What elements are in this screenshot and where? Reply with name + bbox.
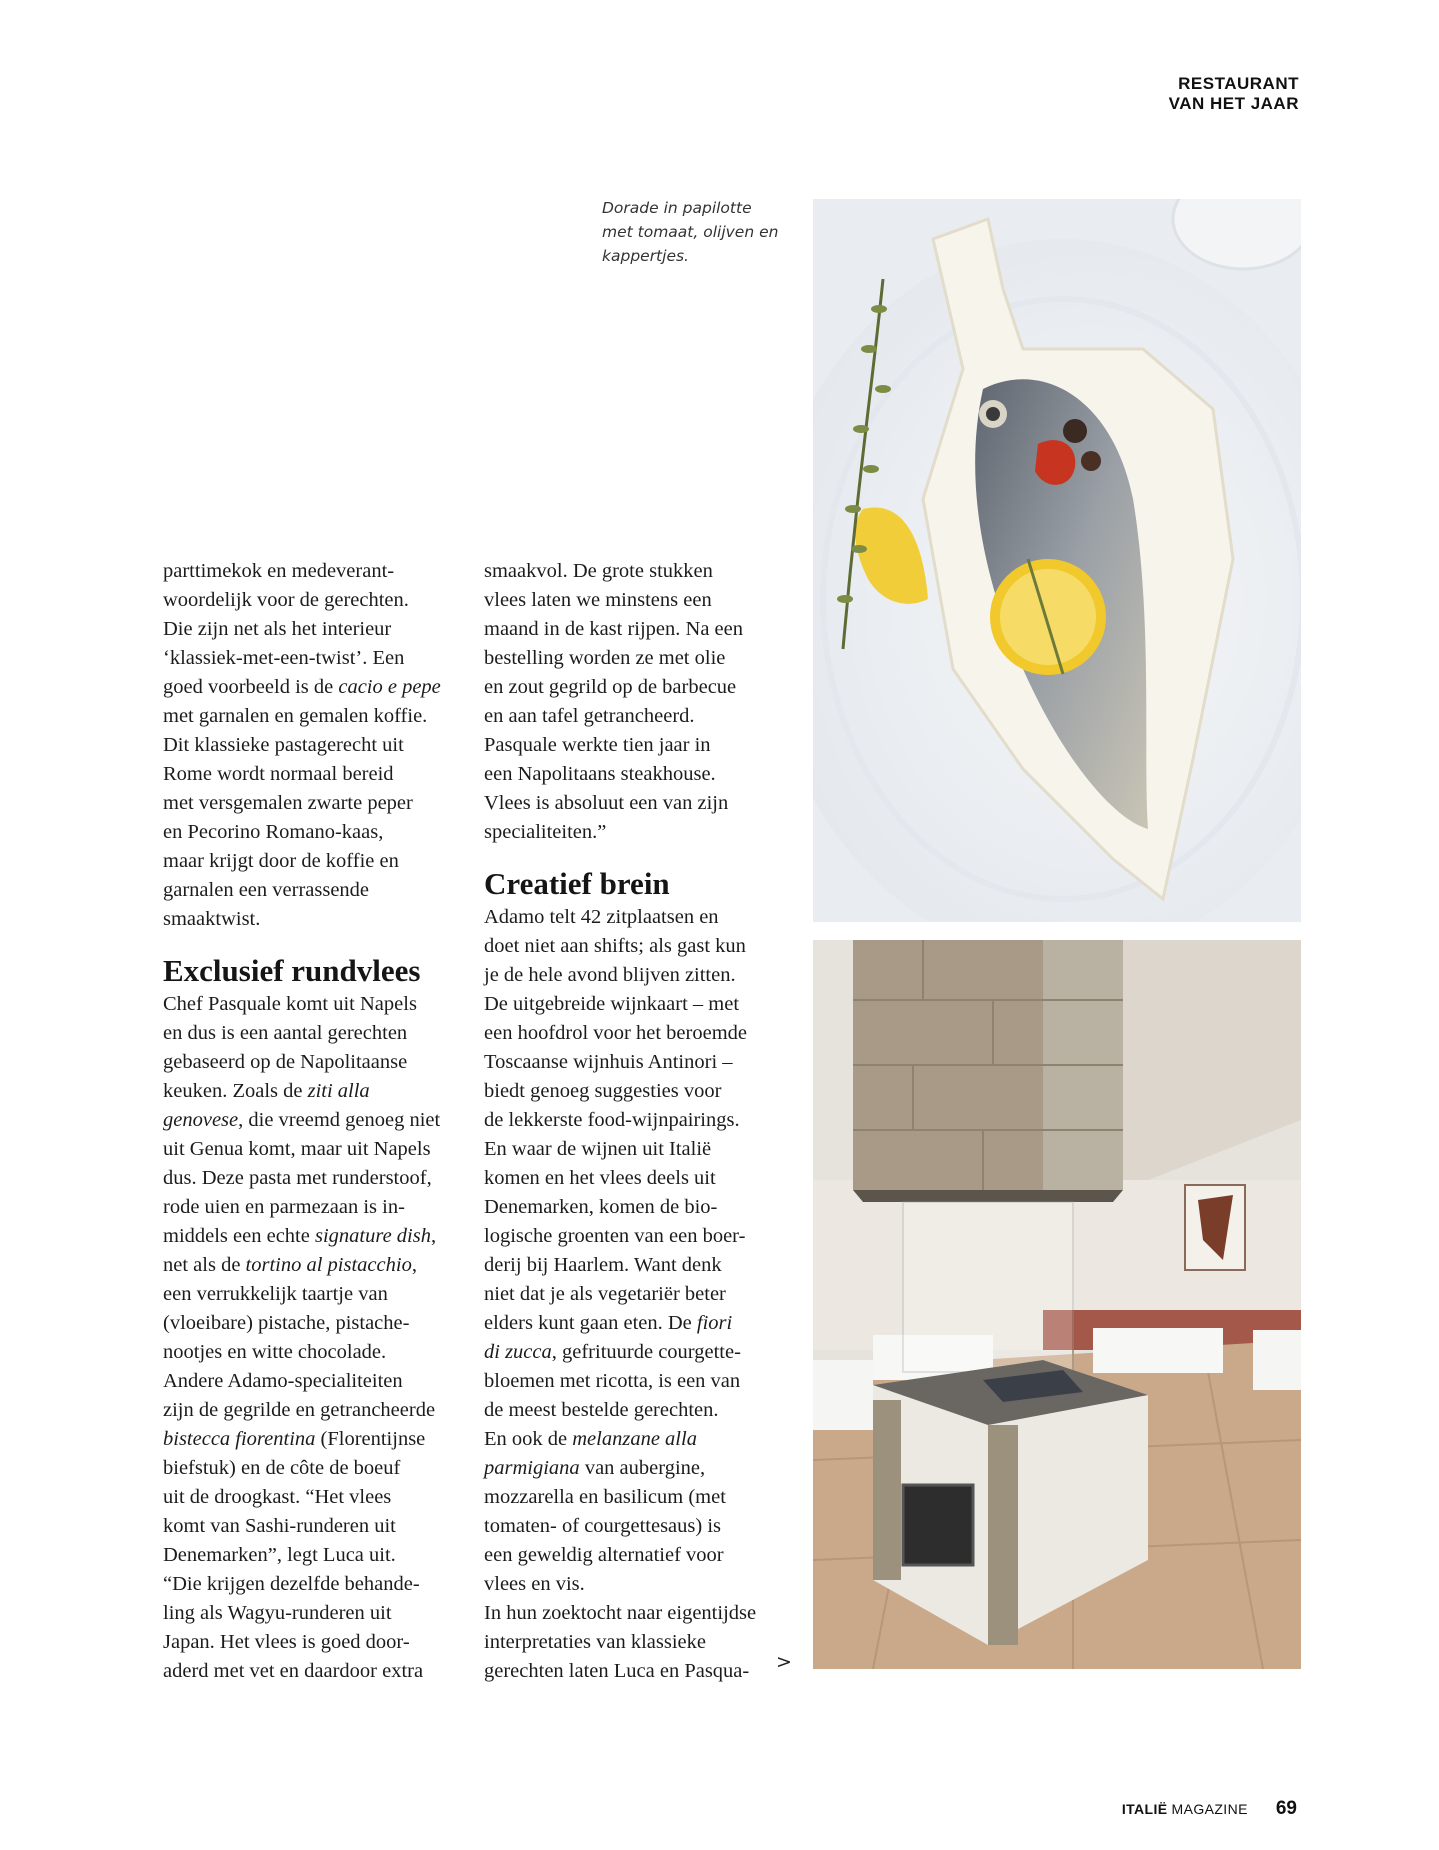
caption-line: met tomaat, olijven en <box>602 223 779 241</box>
text-line: middels een echte signature dish, <box>163 1225 437 1247</box>
page-number: 69 <box>1275 1798 1297 1819</box>
text-line: komen en het vlees deels uit <box>484 1167 716 1189</box>
paragraph <box>163 557 463 934</box>
text-line: biefstuk) en de côte de boeuf <box>163 1457 401 1479</box>
text-line: rode uien en parmezaan is in- <box>163 1196 405 1218</box>
continue-arrow-icon: > <box>776 1651 792 1673</box>
article-column-2 <box>484 557 784 1686</box>
text-line: En waar de wijnen uit Italië <box>484 1138 712 1160</box>
text-line: keuken. Zoals de ziti alla <box>163 1080 370 1102</box>
text-line: een geweldig alternatief voor <box>484 1544 724 1566</box>
caption-line: Dorade in papilotte <box>602 199 752 217</box>
text-line: met garnalen en gemalen koffie. <box>163 705 428 727</box>
text-line: uit Genua komt, maar uit Napels <box>163 1138 431 1160</box>
text-line: de meest bestelde gerechten. <box>484 1399 719 1421</box>
text-line: Die zijn net als het interieur <box>163 618 392 640</box>
paragraph <box>484 557 784 847</box>
text-line: een Napolitaans steakhouse. <box>484 763 716 785</box>
text-line: Dit klassieke pastagerecht uit <box>163 734 404 756</box>
text-line: biedt genoeg suggesties voor <box>484 1080 722 1102</box>
italic-term: fiori <box>696 1312 733 1334</box>
text-line: En ook de melanzane alla <box>484 1428 697 1450</box>
text-line: Denemarken, komen de bio- <box>484 1196 718 1218</box>
text-line: smaakvol. De grote stukken <box>484 560 713 582</box>
text-line: Chef Pasquale komt uit Napels <box>163 993 417 1015</box>
text-line: net als de tortino al pistacchio, <box>163 1254 417 1276</box>
section-header <box>1169 74 1299 114</box>
subheading-exclusief-rundvlees: Exclusief rundvlees <box>163 953 421 988</box>
text-line: Adamo telt 42 zitplaatsen en <box>484 906 719 928</box>
paragraph <box>484 903 784 1686</box>
subheading-creatief-brein: Creatief brein <box>484 866 670 901</box>
text-line: parmigiana van aubergine, <box>484 1457 706 1479</box>
section-header-line-2: VAN HET JAAR <box>1168 94 1299 113</box>
text-line: en Pecorino Romano-kaas, <box>163 821 384 843</box>
text-line: Pasquale werkte tien jaar in <box>484 734 711 756</box>
text-line: nootjes en witte chocolade. <box>163 1341 387 1363</box>
section-header-line-1: RESTAURANT <box>1178 74 1299 93</box>
text-line: dus. Deze pasta met runderstoof, <box>163 1167 432 1189</box>
text-line: “Die krijgen dezelfde behande- <box>163 1573 420 1595</box>
text-line: (vloeibare) pistache, pistache- <box>163 1312 410 1334</box>
text-line: bestelling worden ze met olie <box>484 647 726 669</box>
text-line: ‘klassiek-met-een-twist’. Een <box>163 647 405 669</box>
text-line: logische groenten van een boer- <box>484 1225 746 1247</box>
article-column-1 <box>163 557 463 1686</box>
text-line: Toscaanse wijnhuis Antinori – <box>484 1051 733 1073</box>
text-line: goed voorbeeld is de cacio e pepe <box>163 676 441 698</box>
text-line: smaaktwist. <box>163 908 261 930</box>
text-line: bloemen met ricotta, is een van <box>484 1370 741 1392</box>
text-line: Japan. Het vlees is goed door- <box>163 1631 410 1653</box>
italic-term: cacio e pepe <box>338 676 441 698</box>
text-line: parttimekok en medeverant- <box>163 560 395 582</box>
text-line: maand in de kast rijpen. Na een <box>484 618 744 640</box>
paragraph <box>163 990 463 1686</box>
italic-term: signature dish <box>314 1225 431 1247</box>
text-line: en dus is een aantal gerechten <box>163 1022 408 1044</box>
text-line: derij bij Haarlem. Want denk <box>484 1254 722 1276</box>
caption-line: kappertjes. <box>602 247 689 265</box>
text-line: gebaseerd op de Napolitaanse <box>163 1051 408 1073</box>
photo-caption <box>602 196 792 268</box>
text-line: zijn de gegrilde en getrancheerde <box>163 1399 436 1421</box>
text-line: Rome wordt normaal bereid <box>163 763 394 785</box>
italic-term: melanzane alla <box>572 1428 697 1450</box>
footer-brand: ITALIË <box>1121 1801 1168 1817</box>
text-line: de lekkerste food-wijnpairings. <box>484 1109 740 1131</box>
text-line: garnalen een verrassende <box>163 879 370 901</box>
text-line: een hoofdrol voor het beroemde <box>484 1022 747 1044</box>
text-line: tomaten- of courgettesaus) is <box>484 1515 722 1537</box>
text-line: elders kunt gaan eten. De fiori <box>484 1312 733 1334</box>
italic-term: genovese <box>163 1109 239 1131</box>
text-line: interpretaties van klassieke <box>484 1631 706 1653</box>
text-line: komt van Sashi-runderen uit <box>163 1515 396 1537</box>
text-line: mozzarella en basilicum (met <box>484 1486 726 1508</box>
text-line: maar krijgt door de koffie en <box>163 850 399 872</box>
text-line: genovese, die vreemd genoeg niet <box>163 1109 441 1131</box>
italic-term: bistecca fiorentina <box>163 1428 316 1450</box>
page-footer <box>1122 1798 1297 1820</box>
text-line: di zucca, gefrituurde courgette- <box>484 1341 741 1363</box>
text-line: vlees laten we minstens een <box>484 589 712 611</box>
text-line: bistecca fiorentina (Florentijnse <box>163 1428 426 1450</box>
italic-term: di zucca <box>484 1341 552 1363</box>
text-line: een verrukkelijk taartje van <box>163 1283 388 1305</box>
text-line: Vlees is absoluut een van zijn <box>484 792 729 814</box>
text-line: met versgemalen zwarte peper <box>163 792 413 814</box>
text-line: niet dat je als vegetariër beter <box>484 1283 726 1305</box>
text-line: woordelijk voor de gerechten. <box>163 589 409 611</box>
text-line: en aan tafel getrancheerd. <box>484 705 695 727</box>
interior-photo <box>813 940 1301 1669</box>
text-line: Andere Adamo-specialiteiten <box>163 1370 403 1392</box>
text-line: aderd met vet en daardoor extra <box>163 1660 424 1682</box>
text-line: je de hele avond blijven zitten. <box>484 964 736 986</box>
text-line: en zout gegrild op de barbecue <box>484 676 737 698</box>
text-line: uit de droogkast. “Het vlees <box>163 1486 392 1508</box>
fish-photo <box>813 199 1301 922</box>
text-line: gerechten laten Luca en Pasqua- <box>484 1660 750 1682</box>
footer-magazine: MAGAZINE <box>1171 1801 1248 1817</box>
italic-term: ziti alla <box>307 1080 370 1102</box>
text-line: In hun zoektocht naar eigentijdse <box>484 1602 757 1624</box>
text-line: ling als Wagyu-runderen uit <box>163 1602 392 1624</box>
italic-term: tortino al pistacchio <box>245 1254 412 1276</box>
text-line: Denemarken”, legt Luca uit. <box>163 1544 396 1566</box>
italic-term: parmigiana <box>484 1457 580 1479</box>
text-line: De uitgebreide wijnkaart – met <box>484 993 740 1015</box>
text-line: doet niet aan shifts; als gast kun <box>484 935 746 957</box>
text-line: vlees en vis. <box>484 1573 585 1595</box>
text-line: specialiteiten.” <box>484 821 607 843</box>
